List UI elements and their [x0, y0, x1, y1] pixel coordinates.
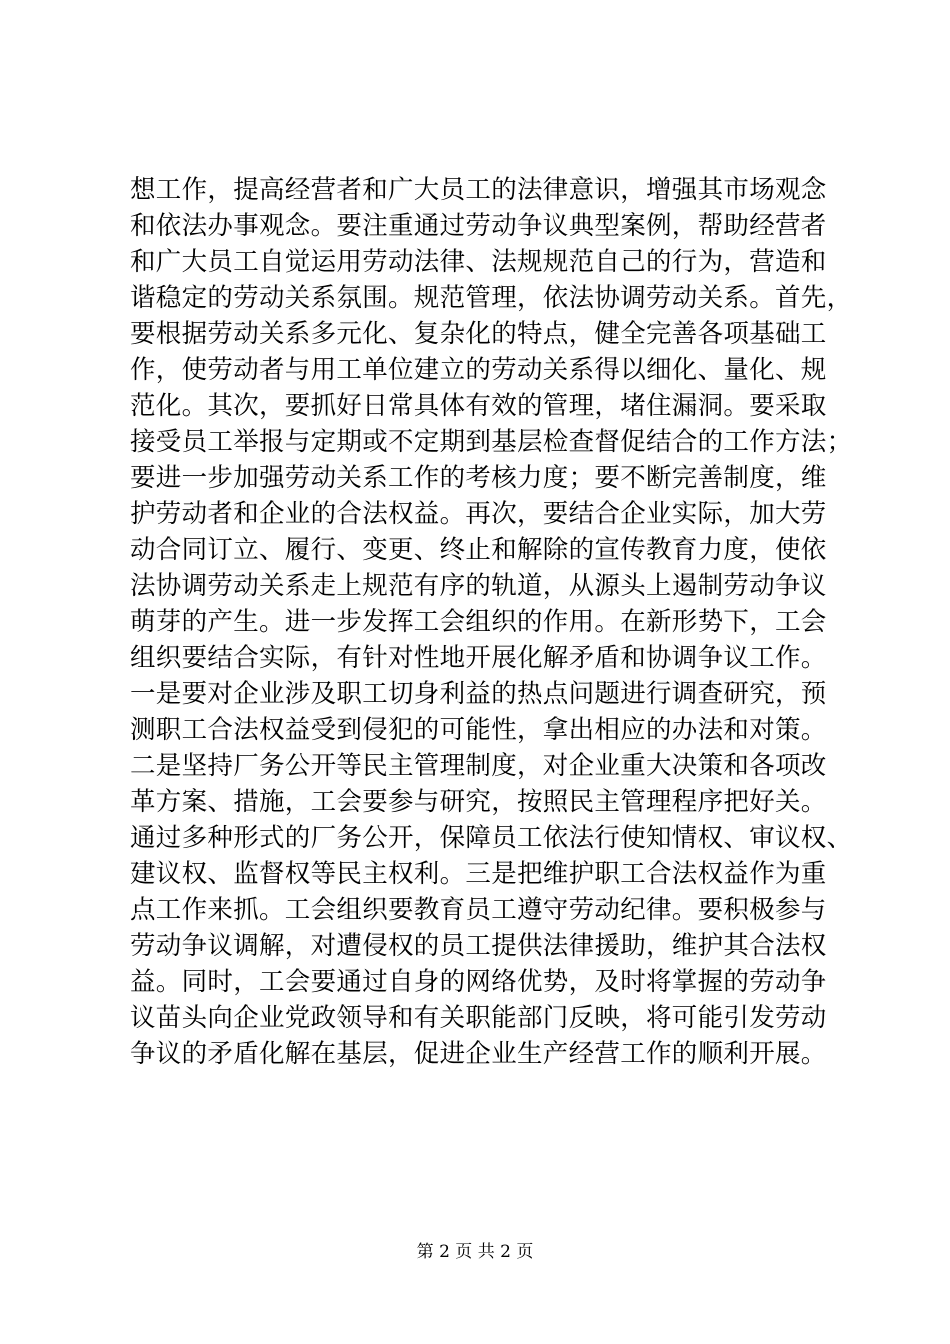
text-line: 护劳动者和企业的合法权益。再次，要结合企业实际，加大劳 — [130, 499, 827, 529]
text-line: 议苗头向企业党政领导和有关职能部门反映，将可能引发劳动 — [130, 1003, 827, 1033]
text-line: 测职工合法权益受到侵犯的可能性，拿出相应的办法和对策。 — [130, 715, 827, 745]
text-line: 二是坚持厂务公开等民主管理制度，对企业重大决策和各项改 — [130, 751, 827, 781]
text-line: 想工作，提高经营者和广大员工的法律意识，增强其市场观念 — [130, 175, 827, 205]
text-line: 动合同订立、履行、变更、终止和解除的宣传教育力度，使依 — [130, 535, 827, 565]
text-line: 谐稳定的劳动关系氛围。规范管理，依法协调劳动关系。首先， — [130, 283, 853, 313]
text-line: 建议权、监督权等民主权利。三是把维护职工合法权益作为重 — [130, 859, 827, 889]
text-line: 劳动争议调解，对遭侵权的员工提供法律援助，维护其合法权 — [130, 931, 827, 961]
text-line: 接受员工举报与定期或不定期到基层检查督促结合的工作方法； — [130, 427, 853, 457]
text-line: 革方案、措施，工会要参与研究，按照民主管理程序把好关。 — [130, 787, 827, 817]
page-number-footer: 第 2 页 共 2 页 — [416, 1242, 534, 1262]
text-line: 范化。其次，要抓好日常具体有效的管理，堵住漏洞。要采取 — [130, 391, 827, 421]
text-line: 益。同时，工会要通过自身的网络优势，及时将掌握的劳动争 — [130, 967, 827, 997]
text-line: 和依法办事观念。要注重通过劳动争议典型案例，帮助经营者 — [130, 211, 827, 241]
text-line: 作，使劳动者与用工单位建立的劳动关系得以细化、量化、规 — [130, 355, 827, 385]
text-line: 组织要结合实际，有针对性地开展化解矛盾和协调争议工作。 — [130, 643, 827, 673]
text-line: 萌芽的产生。进一步发挥工会组织的作用。在新形势下，工会 — [130, 607, 827, 637]
text-line: 点工作来抓。工会组织要教育员工遵守劳动纪律。要积极参与 — [130, 895, 827, 925]
text-line: 一是要对企业涉及职工切身利益的热点问题进行调查研究，预 — [130, 679, 827, 709]
text-line: 通过多种形式的厂务公开，保障员工依法行使知情权、审议权、 — [130, 823, 853, 853]
text-line: 争议的矛盾化解在基层，促进企业生产经营工作的顺利开展。 — [130, 1039, 827, 1069]
body-text — [130, 172, 853, 1072]
text-line: 要进一步加强劳动关系工作的考核力度；要不断完善制度，维 — [130, 463, 827, 493]
text-line: 要根据劳动关系多元化、复杂化的特点，健全完善各项基础工 — [130, 319, 827, 349]
text-line: 和广大员工自觉运用劳动法律、法规规范自己的行为，营造和 — [130, 247, 827, 277]
text-line: 法协调劳动关系走上规范有序的轨道，从源头上遏制劳动争议 — [130, 571, 827, 601]
